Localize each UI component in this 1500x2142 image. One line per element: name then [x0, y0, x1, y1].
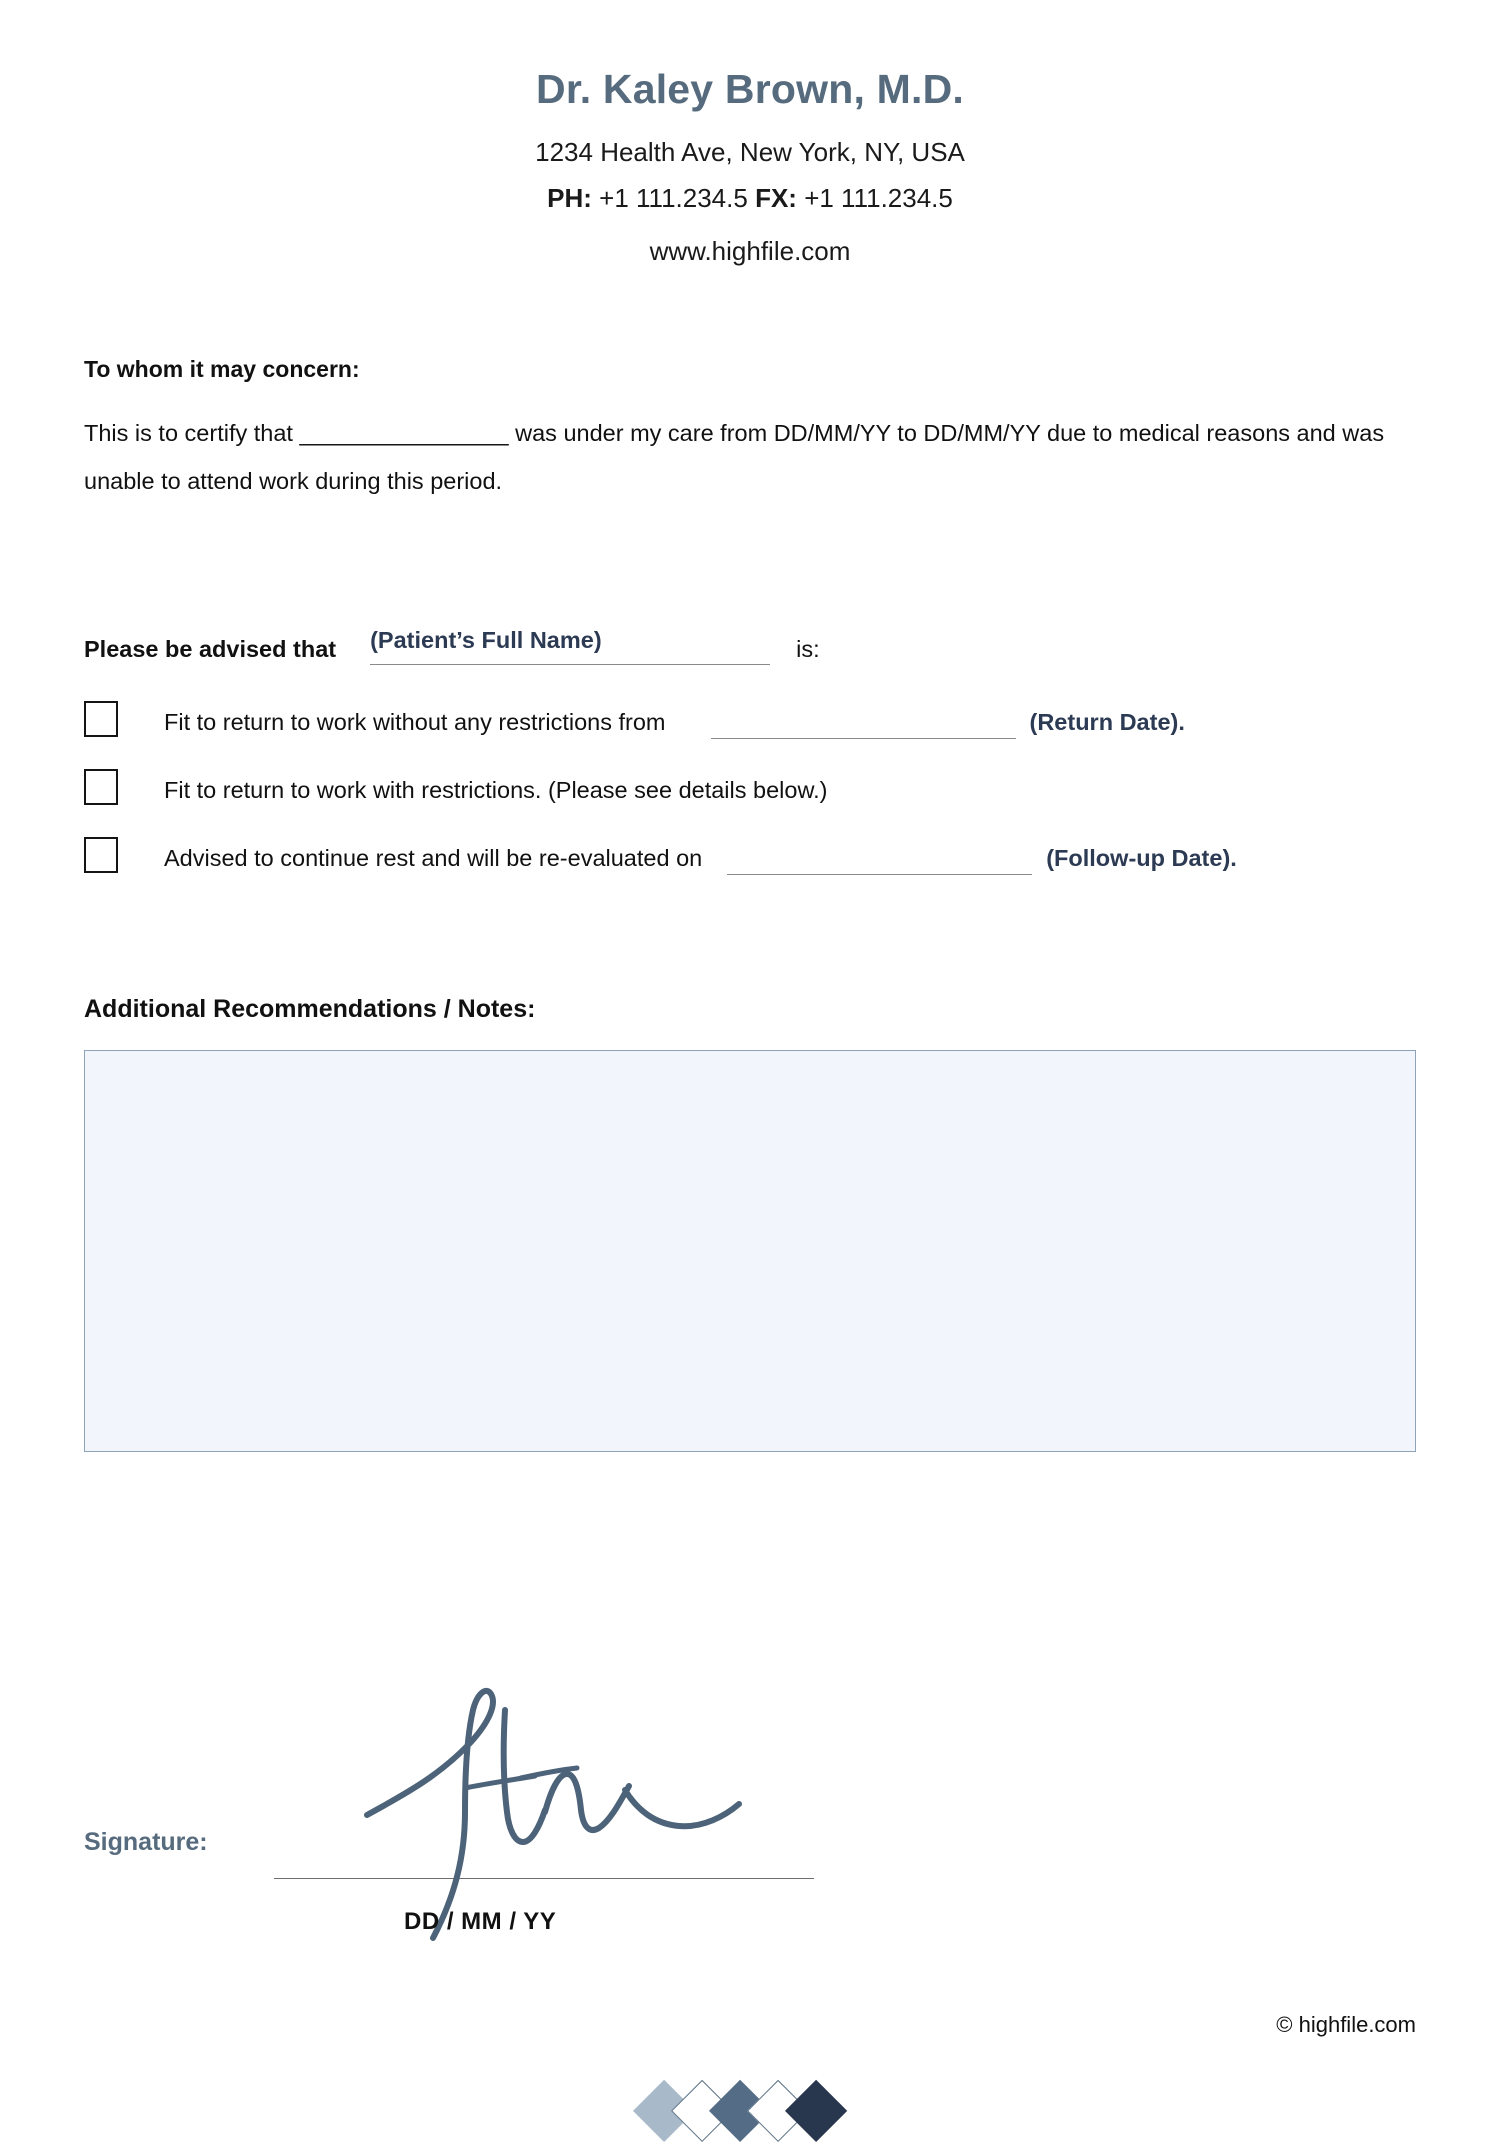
advised-tail-label: is:	[796, 636, 820, 663]
document-body	[84, 330, 1416, 1452]
return-date-input[interactable]	[711, 704, 1016, 739]
contact-line	[0, 181, 1500, 216]
clinic-address: 1234 Health Ave, New York, NY, USA	[535, 137, 965, 168]
checkbox-continue-rest[interactable]	[84, 837, 118, 873]
status-options	[84, 695, 1416, 875]
option-row-return-no-restrictions	[84, 695, 1416, 739]
checkbox-return-with-restrictions[interactable]	[84, 769, 118, 805]
doctor-name: Dr. Kaley Brown, M.D.	[536, 66, 964, 112]
return-date-tag: (Return Date).	[1029, 709, 1185, 736]
fax-number: +1 111.234.5	[804, 183, 953, 214]
copyright-notice: © highfile.com	[1276, 2012, 1416, 2037]
signature-area	[84, 1680, 844, 2010]
clinic-website: www.highfile.com	[649, 236, 851, 267]
fax-label: FX:	[755, 183, 797, 214]
phone-label: PH:	[547, 183, 592, 214]
diamond-icon-5	[785, 2080, 847, 2142]
checkbox-return-no-restrictions[interactable]	[84, 701, 118, 737]
advised-row	[84, 627, 1416, 665]
footer-diamond-decoration	[0, 2077, 1500, 2123]
option-row-continue-rest	[84, 831, 1416, 875]
option-label-return-no-restrictions: Fit to return to work without any restrictions from	[164, 709, 666, 736]
followup-date-input[interactable]	[727, 840, 1032, 875]
notes-heading: Additional Recommendations / Notes:	[84, 995, 536, 1024]
followup-date-tag: (Follow-up Date).	[1046, 845, 1237, 872]
signature-date-placeholder: DD / MM / YY	[404, 1908, 557, 1935]
salutation: To whom it may concern:	[84, 356, 360, 382]
notes-textarea[interactable]	[84, 1050, 1416, 1452]
signature-label: Signature:	[84, 1828, 208, 1856]
letterhead	[0, 0, 1500, 269]
patient-name-field[interactable]	[370, 627, 770, 665]
advised-lead-label: Please be advised that	[84, 636, 337, 663]
certification-paragraph: This is to certify that ________________ was under my care from DD/MM/YY to DD/MM/YY due to medical reasons and was unable to attend work during this period.	[84, 420, 1385, 495]
option-row-return-with-restrictions	[84, 763, 1416, 807]
patient-name-placeholder: (Patient’s Full Name)	[370, 627, 602, 654]
signature-line[interactable]	[274, 1878, 814, 1879]
option-label-continue-rest: Advised to continue rest and will be re-evaluated on	[164, 845, 703, 872]
option-label-return-with-restrictions: Fit to return to work with restrictions. (Please see details below.)	[164, 777, 828, 804]
phone-number: +1 111.234.5	[599, 183, 748, 214]
